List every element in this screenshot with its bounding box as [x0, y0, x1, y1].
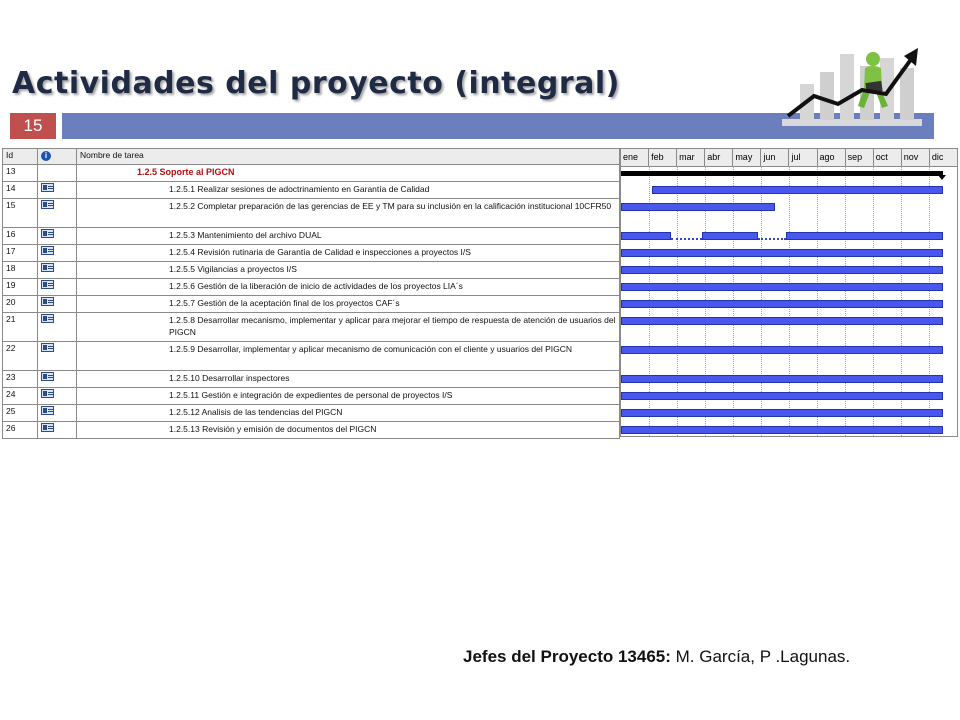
table-row[interactable] — [3, 405, 620, 422]
task-name-cell[interactable]: 1.2.5.13 Revisión y emisión de documentos del PIGCN — [77, 422, 620, 439]
task-indicator-cell — [38, 342, 77, 371]
task-indicator-icon[interactable] — [41, 389, 54, 398]
task-id-cell: 20 — [3, 296, 38, 313]
task-indicator-cell — [38, 388, 77, 405]
task-indicator-icon[interactable] — [41, 372, 54, 381]
column-header-indicators[interactable] — [38, 149, 77, 165]
task-indicator-icon[interactable] — [41, 406, 54, 415]
gantt-task-bar[interactable] — [621, 283, 943, 291]
task-id-cell: 21 — [3, 313, 38, 342]
task-id-cell: 24 — [3, 388, 38, 405]
task-name-cell[interactable]: 1.2.5 Soporte al PIGCN — [77, 165, 620, 182]
table-row[interactable] — [3, 245, 620, 262]
task-indicator-icon[interactable] — [41, 246, 54, 255]
gantt-task-bar[interactable] — [621, 426, 943, 434]
info-icon: i — [41, 151, 51, 161]
gantt-task-split — [671, 238, 702, 240]
gantt-task-bar[interactable] — [621, 203, 775, 211]
project-leads-footer — [463, 647, 850, 667]
task-name-cell[interactable]: 1.2.5.7 Gestión de la aceptación final de los proyectos CAF´s — [77, 296, 620, 313]
table-row[interactable] — [3, 165, 620, 182]
gantt-task-bar[interactable] — [621, 409, 943, 417]
task-id-cell: 23 — [3, 371, 38, 388]
task-indicator-cell — [38, 165, 77, 182]
table-row[interactable] — [3, 182, 620, 199]
timescale-month: ene — [621, 149, 649, 166]
task-id-cell: 18 — [3, 262, 38, 279]
gantt-task-bar[interactable] — [621, 317, 943, 325]
column-header-task-name[interactable]: Nombre de tarea — [77, 149, 620, 165]
gantt-chart — [620, 148, 958, 437]
task-id-cell: 15 — [3, 199, 38, 228]
gantt-task-split — [758, 238, 786, 240]
task-name-cell[interactable]: 1.2.5.12 Analisis de las tendencias del PIGCN — [77, 405, 620, 422]
gantt-summary-end-marker — [938, 175, 946, 180]
task-name-cell[interactable]: 1.2.5.2 Completar preparación de las gerencias de EE y TM para su inclusión en la calificación institucional 10CFR50 — [77, 199, 620, 228]
gantt-task-bar[interactable] — [621, 300, 943, 308]
timescale-month: abr — [705, 149, 733, 166]
table-row[interactable] — [3, 371, 620, 388]
task-indicator-icon[interactable] — [41, 263, 54, 272]
task-indicator-cell — [38, 279, 77, 296]
task-indicator-cell — [38, 182, 77, 199]
task-indicator-cell — [38, 422, 77, 439]
person-on-chart-logo-icon — [782, 44, 922, 126]
task-indicator-icon[interactable] — [41, 297, 54, 306]
table-row[interactable] — [3, 279, 620, 296]
task-indicator-cell — [38, 371, 77, 388]
task-indicator-cell — [38, 262, 77, 279]
table-row[interactable] — [3, 262, 620, 279]
task-name-cell[interactable]: 1.2.5.5 Vigilancias a proyectos I/S — [77, 262, 620, 279]
timescale-month: jun — [761, 149, 789, 166]
task-id-cell: 16 — [3, 228, 38, 245]
table-row[interactable] — [3, 342, 620, 371]
task-indicator-icon[interactable] — [41, 229, 54, 238]
gantt-task-bar[interactable] — [702, 232, 758, 240]
timescale-month: feb — [649, 149, 677, 166]
task-indicator-icon[interactable] — [41, 423, 54, 432]
task-indicator-icon[interactable] — [41, 200, 54, 209]
timescale-month: dic — [931, 152, 944, 162]
task-id-cell: 19 — [3, 279, 38, 296]
table-row[interactable] — [3, 296, 620, 313]
task-name-cell[interactable]: 1.2.5.10 Desarrollar inspectores — [77, 371, 620, 388]
table-row[interactable] — [3, 228, 620, 245]
task-name-cell[interactable]: 1.2.5.9 Desarrollar, implementar y aplicar mecanismo de comunicación con el cliente y usuarios del PIGCN — [77, 342, 620, 371]
column-header-id[interactable]: Id — [3, 149, 38, 165]
task-id-cell: 17 — [3, 245, 38, 262]
timescale-month: jul — [789, 149, 817, 166]
task-name-cell[interactable]: 1.2.5.11 Gestión e integración de expedientes de personal de proyectos I/S — [77, 388, 620, 405]
timescale-month: nov — [902, 149, 930, 166]
project-leads-names: M. García, P .Lagunas. — [670, 647, 851, 666]
gantt-task-bar[interactable] — [621, 266, 943, 274]
task-id-cell: 26 — [3, 422, 38, 439]
slide-title: Actividades del proyecto (integral) — [12, 66, 620, 101]
timescale-month: ago — [818, 149, 846, 166]
task-name-cell[interactable]: 1.2.5.4 Revisión rutinaria de Garantía de Calidad e inspecciones a proyectos I/S — [77, 245, 620, 262]
timescale-month: mar — [677, 149, 705, 166]
gantt-task-bar[interactable] — [786, 232, 943, 240]
task-indicator-cell — [38, 405, 77, 422]
task-id-cell: 14 — [3, 182, 38, 199]
task-id-cell: 25 — [3, 405, 38, 422]
gantt-task-bar[interactable] — [621, 392, 943, 400]
task-name-cell[interactable]: 1.2.5.3 Mantenimiento del archivo DUAL — [77, 228, 620, 245]
task-table-header — [3, 149, 620, 165]
gantt-task-bar[interactable] — [621, 375, 943, 383]
task-table — [2, 148, 620, 439]
task-table-container — [2, 148, 620, 439]
gantt-timescale — [621, 149, 957, 167]
task-id-cell: 13 — [3, 165, 38, 182]
task-name-cell[interactable]: 1.2.5.6 Gestión de la liberación de inicio de actividades de los proyectos LIA´s — [77, 279, 620, 296]
task-indicator-icon[interactable] — [41, 314, 54, 323]
table-row[interactable] — [3, 199, 620, 228]
gantt-summary-bar[interactable] — [621, 171, 943, 176]
table-row[interactable] — [3, 422, 620, 439]
task-indicator-cell — [38, 228, 77, 245]
task-indicator-icon[interactable] — [41, 183, 54, 192]
task-name-cell[interactable]: 1.2.5.8 Desarrollar mecanismo, implementar y aplicar para mejorar el tiempo de respuesta de atención de usuarios del PIGCN — [77, 313, 620, 342]
task-indicator-icon[interactable] — [41, 343, 54, 352]
task-indicator-cell — [38, 296, 77, 313]
task-indicator-icon[interactable] — [41, 280, 54, 289]
table-row[interactable] — [3, 388, 620, 405]
gantt-task-bar[interactable] — [621, 249, 943, 257]
project-leads-label: Jefes del Proyecto 13465: — [463, 647, 671, 666]
page-number-badge: 15 — [10, 113, 56, 139]
task-id-cell: 22 — [3, 342, 38, 371]
timescale-month: oct — [874, 149, 902, 166]
timescale-month: may — [733, 149, 761, 166]
task-name-cell[interactable]: 1.2.5.1 Realizar sesiones de adoctrinamiento en Garantía de Calidad — [77, 182, 620, 199]
gantt-task-bar[interactable] — [652, 186, 943, 194]
task-indicator-cell — [38, 245, 77, 262]
table-row[interactable] — [3, 313, 620, 342]
task-table-body — [3, 165, 620, 439]
task-indicator-cell — [38, 199, 77, 228]
timescale-month: sep — [846, 149, 874, 166]
gantt-task-bar[interactable] — [621, 346, 943, 354]
gantt-task-bar[interactable] — [621, 232, 671, 240]
task-indicator-cell — [38, 313, 77, 342]
